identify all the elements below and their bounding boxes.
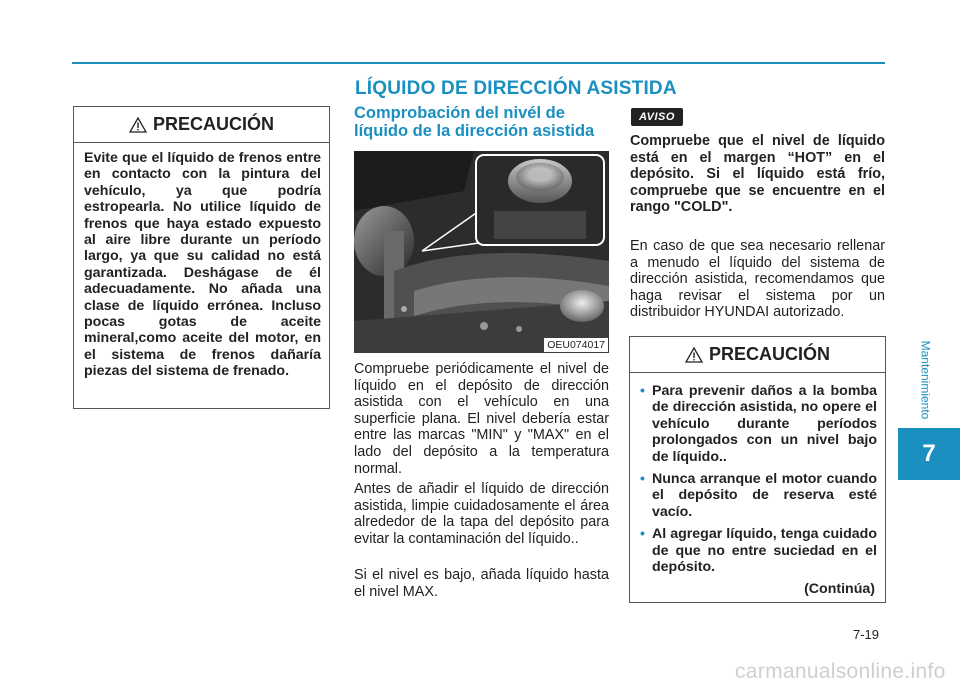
engine-bay-illustration bbox=[354, 151, 609, 353]
page-title: LÍQUIDO DE DIRECCIÓN ASISTIDA bbox=[355, 78, 677, 99]
image-code: OEU074017 bbox=[544, 338, 608, 352]
warning-triangle-icon bbox=[129, 117, 147, 133]
caution-box-left bbox=[73, 106, 330, 409]
list-item bbox=[640, 383, 877, 465]
paragraph-clean-cap: Antes de añadir el líquido de dirección asistida, limpie cuidadosamente el área alrededor de la tapa del depósito para evitar la contaminación del líquido.. bbox=[354, 481, 609, 547]
caution-box-right bbox=[629, 336, 886, 603]
paragraph-check-level: Compruebe periódicamente el nivel de líquido en el depósito de dirección asistida con el vehículo en una superficie plana. El nivel debería estar entre las marcas "MIN" y "MAX" en el lado del depósito a la temperatura normal. bbox=[354, 361, 609, 477]
list-item bbox=[640, 471, 877, 520]
section-side-text: Mantenimiento bbox=[918, 340, 932, 420]
paragraph-add-fluid: Si el nivel es bajo, añada líquido hasta el nivel MAX. bbox=[354, 567, 609, 600]
bullet-icon: • bbox=[640, 526, 645, 543]
list-item-text: Al agregar líquido, tenga cuidado de que no entre suciedad en el depósito. bbox=[652, 526, 877, 576]
caution-list bbox=[630, 373, 885, 575]
section-side-label bbox=[917, 330, 933, 430]
list-item bbox=[640, 526, 877, 575]
watermark: carmanualsonline.info bbox=[735, 660, 946, 683]
caution-title: PRECAUCIÓN bbox=[708, 344, 830, 364]
continued-label: (Continúa) bbox=[804, 581, 875, 598]
chapter-tab: 7 bbox=[898, 428, 960, 480]
bullet-icon: • bbox=[640, 471, 645, 488]
notice-text: En caso de que sea necesario rellenar a menudo el líquido del sistema de dirección asistida, recomendamos que haga revisar el sistema por un distribuidor HYUNDAI autorizado. bbox=[630, 238, 885, 321]
caution-title: PRECAUCIÓN bbox=[152, 114, 274, 134]
list-item-text: Nunca arranque el motor cuando el depósito de reserva esté vacío. bbox=[652, 471, 877, 520]
list-item-text: Para prevenir daños a la bomba de dirección asistida, no opere el vehículo durante períodos prolongados con un nivel bajo de líquido.. bbox=[652, 383, 877, 465]
caution-header bbox=[630, 337, 885, 373]
caution-text: Evite que el líquido de frenos entre en contacto con la pintura del vehículo, ya que podría estropearla. No utilice líquido de frenos que haya estado expuesto al aire libre durante un período largo, ya que su calidad no está garantizada. Deshágase de él adecuadamente. No añada una clase de líquido errónea. Incluso pocas gotas de aceite mineral,como aceite del motor, en el sistema de frenos dañaría piezas del sistema de frenado. bbox=[84, 150, 321, 380]
aviso-badge: AVISO bbox=[631, 108, 683, 126]
bullet-icon: • bbox=[640, 383, 645, 399]
notice-bold-text: Compruebe que el nivel de líquido está en el margen “HOT” en el depósito. Si el líquido está frío, compruebe que se encuentre en el rango "COLD". bbox=[630, 133, 885, 216]
section-title: Comprobación del nivél de líquido de la dirección asistida bbox=[354, 104, 595, 140]
caution-header bbox=[74, 107, 329, 143]
warning-triangle-icon bbox=[685, 347, 703, 363]
page-number: 7-19 bbox=[853, 627, 880, 642]
engine-bay-photo bbox=[354, 151, 609, 353]
top-rule bbox=[72, 62, 885, 64]
